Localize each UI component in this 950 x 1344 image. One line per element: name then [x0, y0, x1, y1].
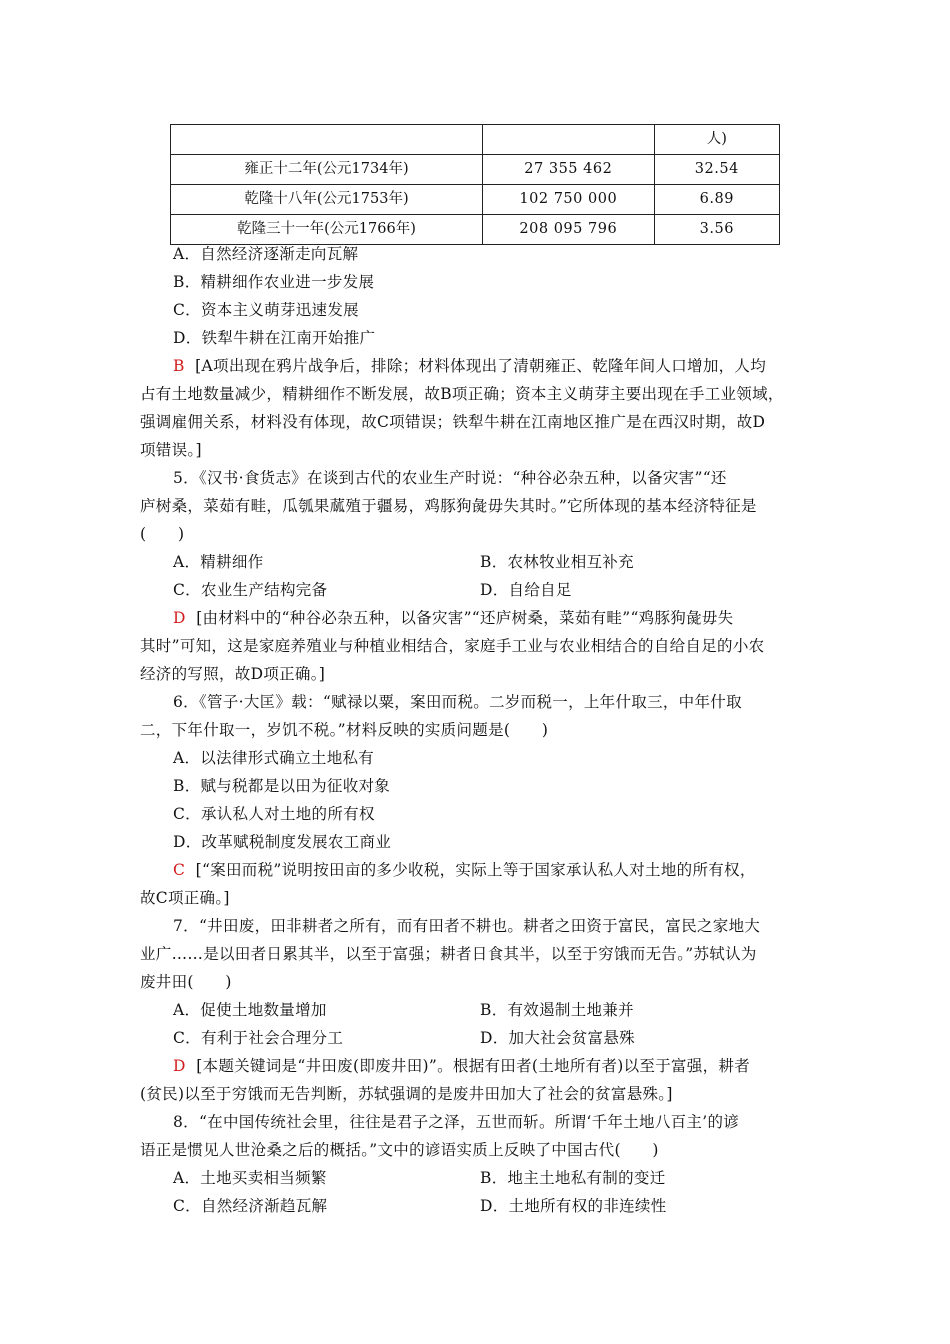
- q6-option-b: B．赋与税都是以田为征收对象: [173, 777, 391, 795]
- q4-answer: B: [173, 357, 185, 375]
- q6-option-d: D．改革赋税制度发展农工商业: [173, 833, 392, 851]
- table-row: [171, 155, 780, 185]
- q7-answer: D: [173, 1057, 186, 1075]
- q8-option-c: C．自然经济渐趋瓦解: [173, 1197, 328, 1215]
- q4-explanation-text: [A项出现在鸦片战争后，排除；材料体现出了清朝雍正、乾隆年间人口增加，人均: [195, 357, 767, 375]
- q5-option-d: D．自给自足: [480, 581, 572, 599]
- q4-option-a: A．自然经济逐渐走向瓦解: [173, 245, 359, 263]
- q5-stem-line: 5．《汉书·食货志》在谈到古代的农业生产时说：“种谷必杂五种，以备灾害”“还: [173, 469, 727, 487]
- q7-explanation-line: (贫民)以至于穷饿而无告判断，苏轼强调的是废井田加大了社会的贫富悬殊。]: [140, 1085, 673, 1103]
- table-cell: 6.89: [654, 185, 779, 215]
- table-cell: 208 095 796: [483, 215, 655, 245]
- q5-option-c: C．农业生产结构完备: [173, 581, 328, 599]
- q4-explanation-line: [173, 359, 766, 375]
- q5-option-a: A．精耕细作: [173, 553, 264, 571]
- q7-stem-line: 7．“井田废，田非耕者之所有，而有田者不耕也。耕者之田资于富民，富民之家地大: [173, 917, 761, 935]
- table-header-row: [171, 125, 780, 155]
- table-cell: 102 750 000: [483, 185, 655, 215]
- q7-explanation-line: [173, 1059, 750, 1075]
- q4-explanation-line: 占有土地数量减少，精耕细作不断发展，故B项正确；资本主义萌芽主要出现在手工业领域，: [140, 385, 784, 403]
- q7-option-d: D．加大社会贫富悬殊: [480, 1029, 635, 1047]
- q8-option-d: D．土地所有权的非连续性: [480, 1197, 667, 1215]
- table-cell: 乾隆十八年(公元1753年): [171, 185, 483, 215]
- q5-explanation-line: 经济的写照，故D项正确。]: [140, 665, 326, 683]
- population-table: [170, 124, 780, 245]
- q6-option-a: A．以法律形式确立土地私有: [173, 749, 375, 767]
- table-cell: 3.56: [654, 215, 779, 245]
- q7-option-a: A．促使土地数量增加: [173, 1001, 327, 1019]
- table-cell: [171, 125, 483, 155]
- q5-explanation-line: [173, 611, 733, 627]
- table-cell: 乾隆三十一年(公元1766年): [171, 215, 483, 245]
- q4-option-b: B．精耕细作农业进一步发展: [173, 273, 375, 291]
- q8-option-a: A．土地买卖相当频繁: [173, 1169, 327, 1187]
- q6-explanation-text: [“案田而税”说明按田亩的多少收税，实际上等于国家承认私人对土地的所有权，: [195, 861, 756, 879]
- q5-stem-line: 庐树桑，菜茹有畦，瓜瓠果蓏殖于疆易，鸡豚狗彘毋失其时。”它所体现的基本经济特征是: [140, 497, 757, 515]
- q5-stem-line: ( ): [140, 525, 185, 543]
- table-cell: 人): [654, 125, 779, 155]
- q7-option-b: B．有效遏制土地兼并: [480, 1001, 634, 1019]
- q4-explanation-line: 强调雇佣关系，材料没有体现，故C项错误；铁犁牛耕在江南地区推广是在西汉时期，故D: [140, 413, 766, 431]
- table-row: [171, 215, 780, 245]
- table-cell: 27 355 462: [483, 155, 655, 185]
- q4-option-d: D．铁犁牛耕在江南开始推广: [173, 329, 376, 347]
- table-cell: [483, 125, 655, 155]
- q5-answer: D: [173, 609, 186, 627]
- q8-stem-line: 语正是惯见人世沧桑之后的概括。”文中的谚语实质上反映了中国古代( ): [140, 1141, 659, 1159]
- table-cell: 32.54: [654, 155, 779, 185]
- q7-explanation-text: [本题关键词是“井田废(即废井田)”。根据有田者(土地所有者)以至于富强，耕者: [196, 1057, 750, 1075]
- q5-option-b: B．农林牧业相互补充: [480, 553, 634, 571]
- q6-answer: C: [173, 861, 186, 879]
- table-cell: 雍正十二年(公元1734年): [171, 155, 483, 185]
- q7-stem-line: 废井田( ): [140, 973, 232, 991]
- q4-option-c: C．资本主义萌芽迅速发展: [173, 301, 359, 319]
- q7-option-c: C．有利于社会合理分工: [173, 1029, 344, 1047]
- q6-stem-line: 6．《管子·大匡》载：“赋禄以粟，案田而税。二岁而税一，上年什取三，中年什取: [173, 693, 742, 711]
- q8-stem-line: 8．“在中国传统社会里，往往是君子之泽，五世而斩。所谓‘千年土地八百主’的谚: [173, 1113, 740, 1131]
- q6-explanation-line: [173, 863, 756, 879]
- q8-option-b: B．地主土地私有制的变迁: [480, 1169, 666, 1187]
- q7-stem-line: 业广……是以田者日累其半，以至于富强；耕者日食其半，以至于穷饿而无告。”苏轼认为: [140, 945, 757, 963]
- q6-option-c: C．承认私人对土地的所有权: [173, 805, 375, 823]
- table-row: [171, 185, 780, 215]
- q4-explanation-line: 项错误。]: [140, 441, 202, 459]
- q5-explanation-line: 其时”可知，这是家庭养殖业与种植业相结合，家庭手工业与农业相结合的自给自足的小农: [140, 637, 765, 655]
- q6-stem-line: 二，下年什取一，岁饥不税。”材料反映的实质问题是( ): [140, 721, 549, 739]
- q6-explanation-line: 故C项正确。]: [140, 889, 230, 907]
- q5-explanation-text: [由材料中的“种谷必杂五种，以备灾害”“还庐树桑，菜茹有畦”“鸡豚狗彘毋失: [196, 609, 734, 627]
